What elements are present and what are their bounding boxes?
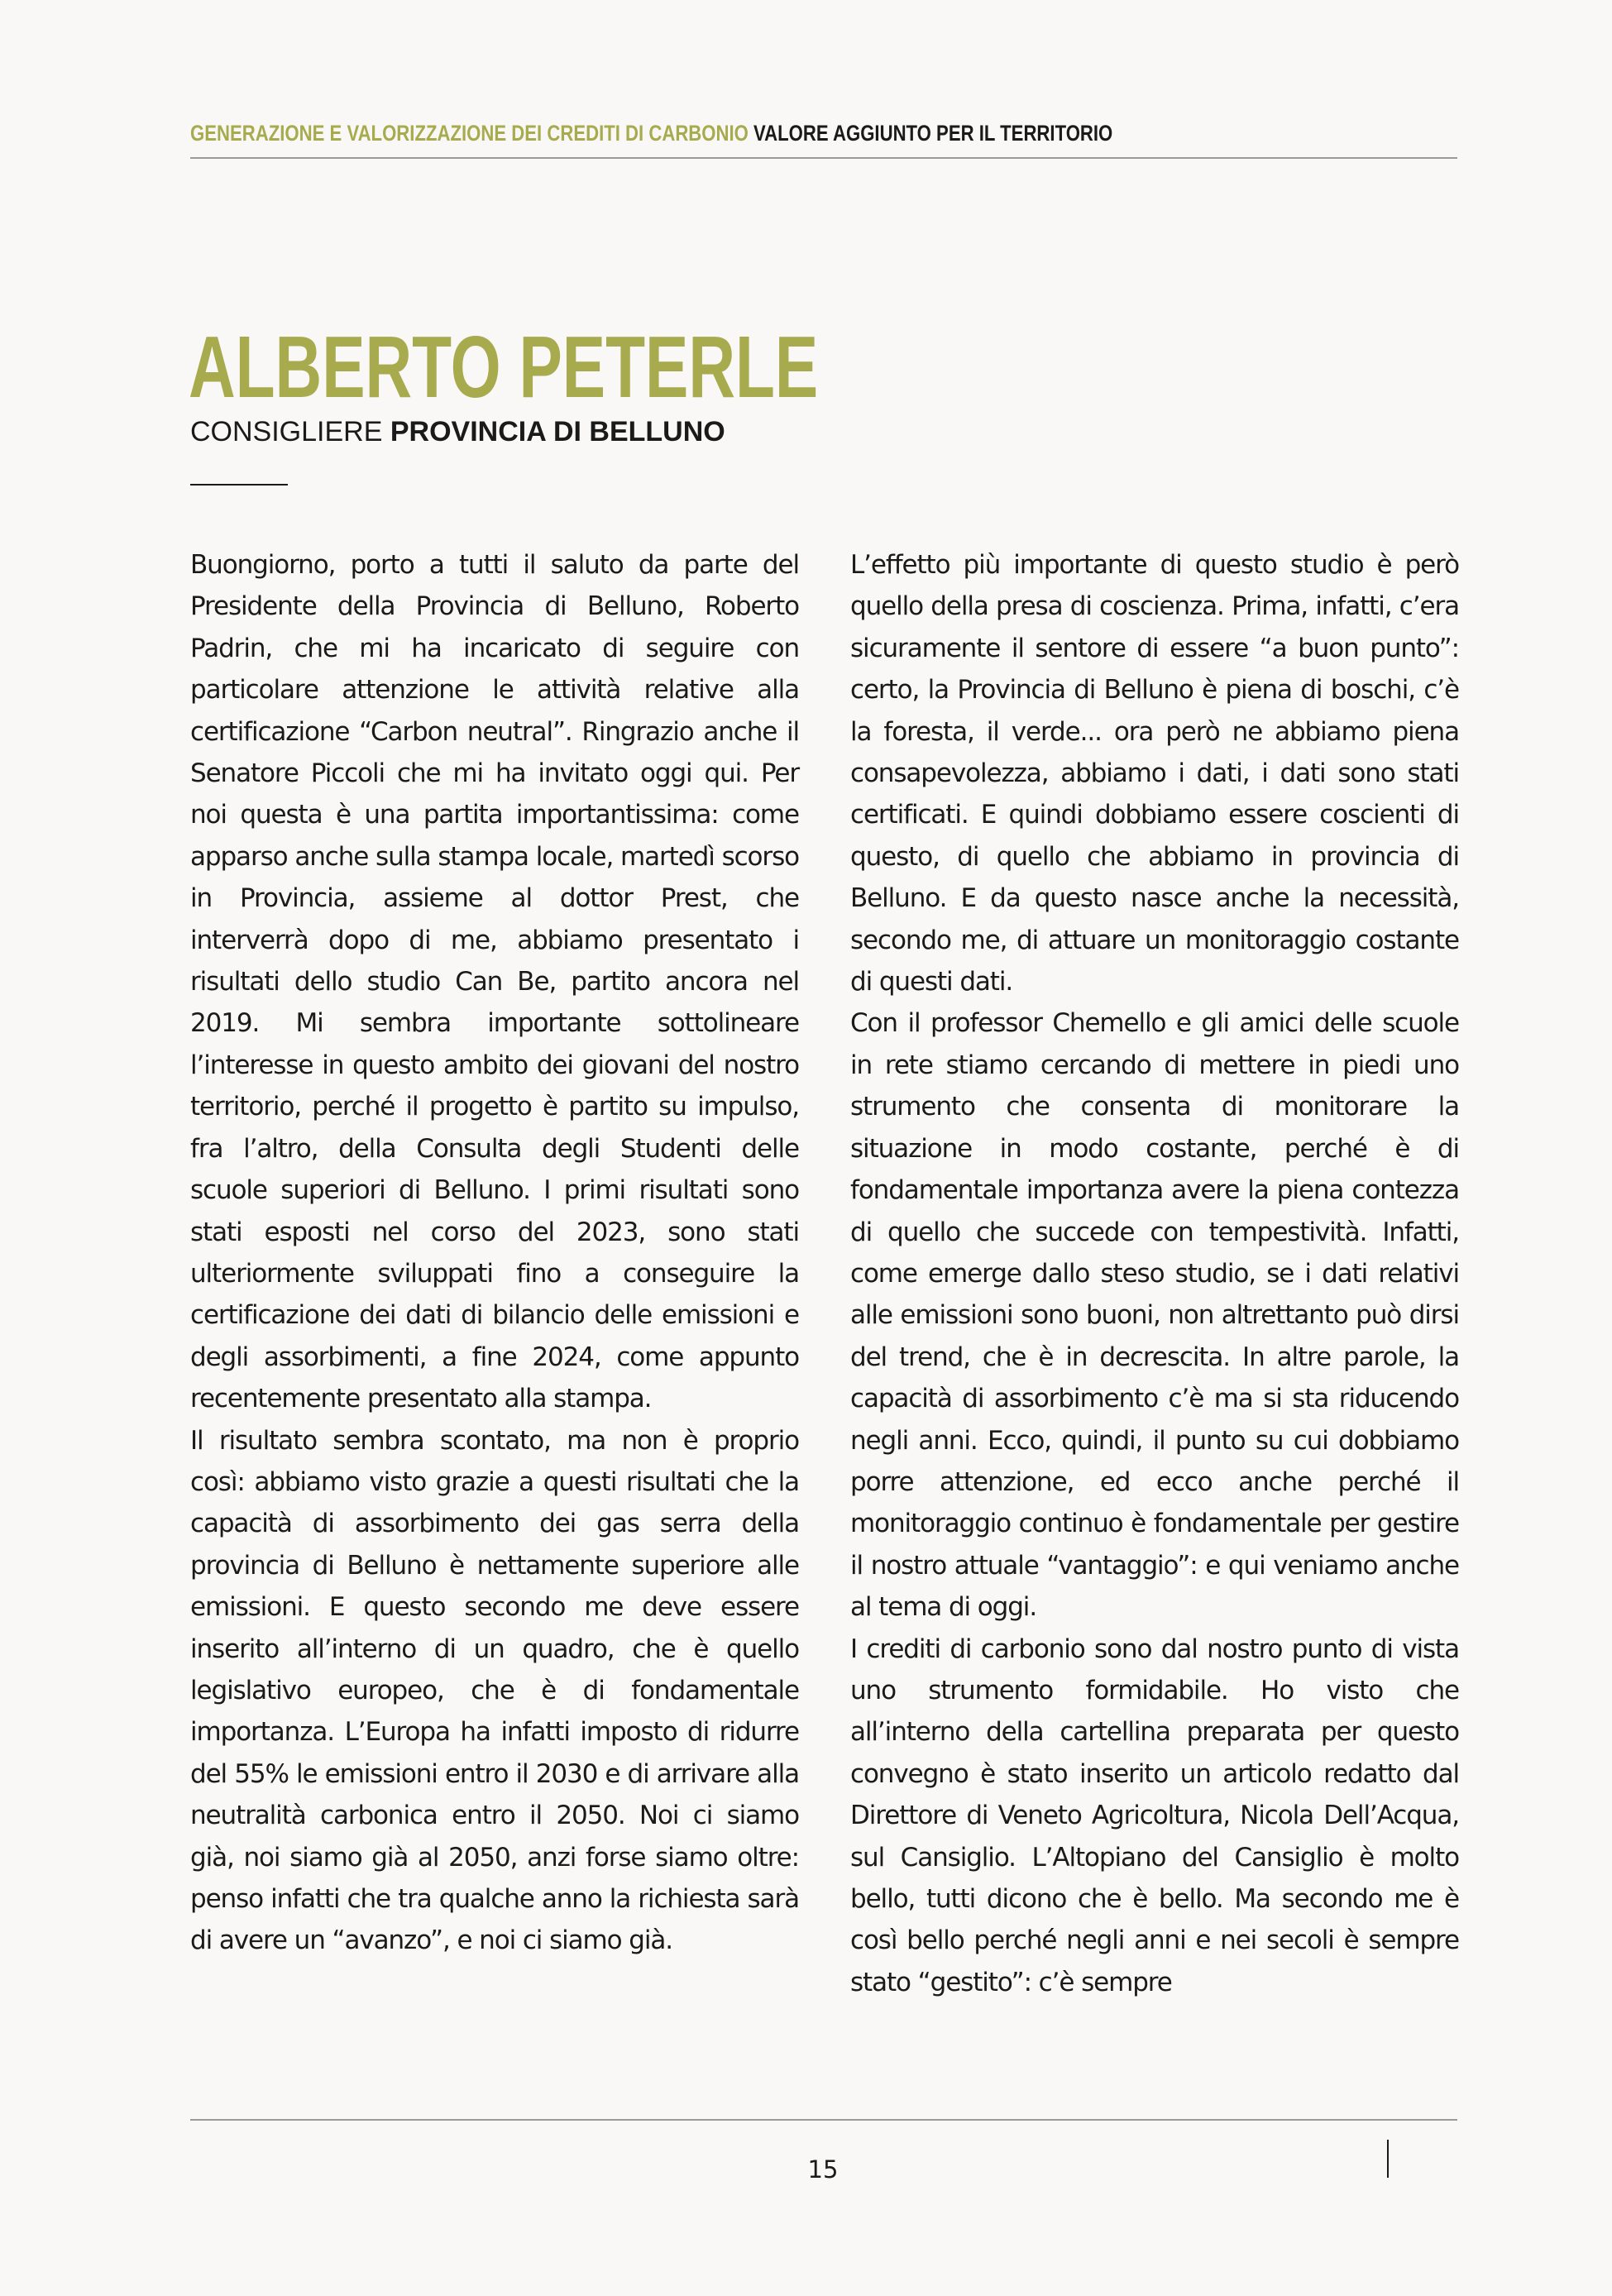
footer-divider — [190, 2119, 1457, 2121]
header-divider — [190, 157, 1457, 159]
body-paragraph: Il risultato sembra scontato, ma non è proprio così: abbiamo visto grazie a questi risultati che la capacità di assorbimento dei gas serra della provincia di Belluno è nettamente superiore alle emissioni. E questo secondo me deve essere inserito all’interno di un quadro, che è quello legislativo europeo, che è di fondamentale importanza. L’Europa ha infatti imposto di ridurre del 55% le emissioni entro il 2030 e di arrivare alla neutralità carbonica entro il 2050. Noi ci siamo già, noi siamo già al 2050, anzi forse siamo oltre: penso infatti che tra qualche anno la richiesta sarà di avere un “avanzo”, e noi ci siamo già. — [190, 1425, 799, 1956]
running-header-subtitle: VALORE AGGIUNTO PER IL TERRITORIO — [753, 121, 1113, 146]
body-column-right — [850, 544, 1459, 2003]
speaker-role: CONSIGLIERE — [190, 416, 383, 447]
footer-tick-mark — [1387, 2140, 1389, 2178]
running-header-title: GENERAZIONE E VALORIZZAZIONE DEI CREDITI DI CARBONIO — [190, 121, 749, 146]
body-column-left — [190, 544, 799, 1962]
body-paragraph: Buongiorno, porto a tutti il saluto da parte del Presidente della Provincia di Belluno, Roberto Padrin, che mi ha incaricato di seguire con particolare attenzione le attività relative alla certificazione “Carbon neutral”. Ringrazio anche il Senatore Piccoli che mi ha invitato oggi qui. Per noi questa è una partita importantissima: come apparso anche sulla stampa locale, martedì scorso in Provincia, assieme al dottor Prest, che interverrà dopo di me, abbiamo presentato i risultati dello studio Can Be, partito ancora nel 2019. Mi sembra importante sottolineare l’interesse in questo ambito dei giovani del nostro territorio, perché il progetto è partito su impulso, fra l’altro, della Consulta degli Studenti delle scuole superiori di Belluno. I primi risultati sono stati esposti nel corso del 2023, sono stati ulteriormente sviluppati fino a conseguire la certificazione dei dati di bilancio delle emissioni e degli assorbimenti, a fine 2024, come appunto recentemente presentato alla stampa. — [190, 550, 799, 1414]
speaker-organization: PROVINCIA DI BELLUNO — [390, 416, 725, 447]
running-header — [190, 121, 1229, 146]
title-underline — [190, 484, 288, 486]
body-paragraph: Con il professor Chemello e gli amici delle scuole in rete stiamo cercando di mettere in piedi uno strumento che consenta di monitorare la situazione in modo costante, perché è di fondamentale importanza avere la piena contezza di quello che succede con tempestività. Infatti, come emerge dallo steso studio, se i dati relativi alle emissioni sono buoni, non altrettanto può dirsi del trend, che è in decrescita. In altre parole, la capacità di assorbimento c’è ma si sta riducendo negli anni. Ecco, quindi, il punto su cui dobbiamo porre attenzione, ed ecco anche perché il monitoraggio continuo è fondamentale per gestire il nostro attuale “vantaggio”: e qui veniamo anche al tema di oggi. — [850, 1008, 1459, 1623]
page-number: 15 — [807, 2155, 839, 2184]
speaker-name: ALBERTO PETERLE — [189, 318, 819, 416]
speaker-role-line — [190, 415, 725, 448]
body-paragraph: L’effetto più importante di questo studio è però quello della presa di coscienza. Prima, infatti, c’era sicuramente il sentore di essere “a buon punto”: certo, la Provincia di Belluno è piena di boschi, c’è la foresta, il verde... ora però ne abbiamo piena consapevolezza, abbiamo i dati, i dati sono stati certificati. E quindi dobbiamo essere coscienti di questo, di quello che abbiamo in provincia di Belluno. E da questo nasce anche la necessità, secondo me, di attuare un monitoraggio costante di questi dati. — [850, 550, 1459, 997]
body-paragraph: I crediti di carbonio sono dal nostro punto di vista uno strumento formidabile. Ho visto che all’interno della cartellina preparata per questo convegno è stato inserito un articolo redatto dal Direttore di Veneto Agricoltura, Nicola Dell’Acqua, sul Cansiglio. L’Altopiano del Cansiglio è molto bello, tutti dicono che è bello. Ma secondo me è così bello perché negli anni e nei secoli è sempre stato “gestito”: c’è sempre — [850, 1634, 1459, 1997]
